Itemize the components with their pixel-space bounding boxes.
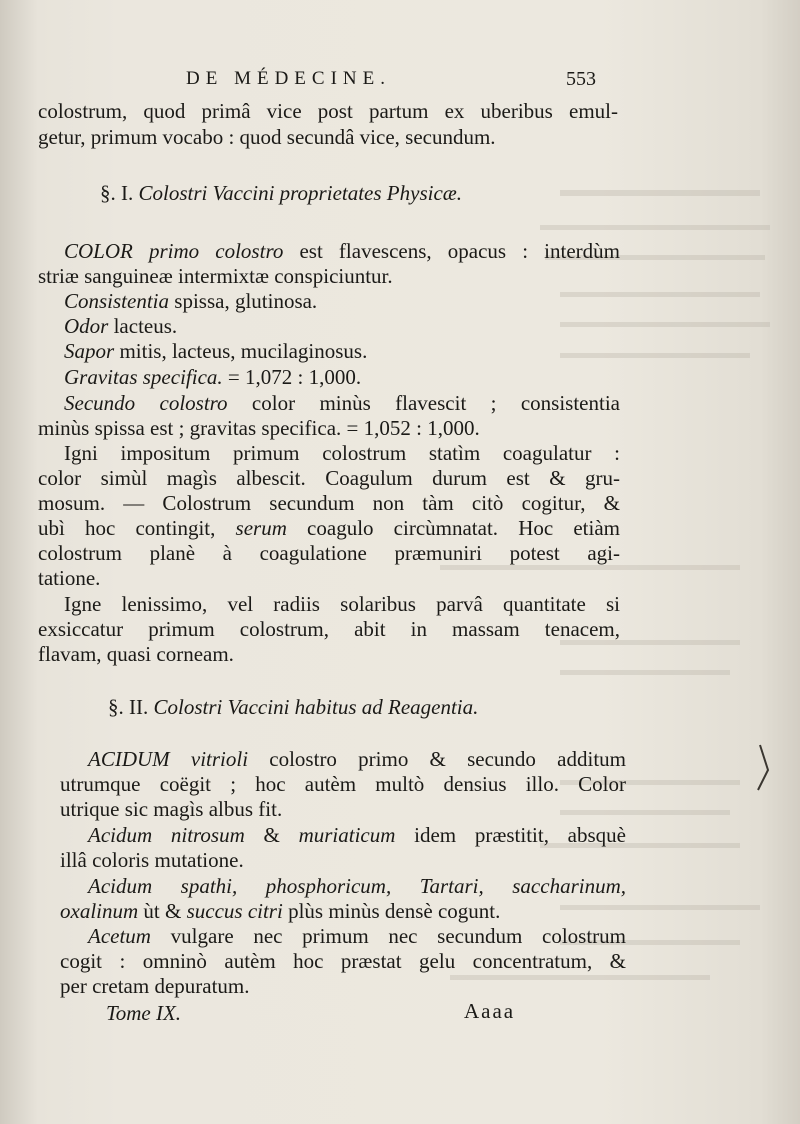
- s1-line-5-text: mitis, lacteus, mucilaginosus.: [114, 339, 368, 363]
- s1-line-16: exsiccatur primum colostrum, abit in massam tenacem,: [38, 617, 620, 641]
- s2-line-7: [60, 898, 500, 924]
- s1-line-7-text: color minùs flavescit ; consistentia: [227, 391, 620, 415]
- s2-line-7-text-a: ùt &: [138, 899, 187, 923]
- s1-line-6: [64, 364, 361, 390]
- s2-nitrosum-term: Acidum nitrosum: [88, 823, 245, 847]
- s2-line-1: [88, 746, 626, 772]
- s1-line-3: [64, 288, 317, 314]
- s2-line-9: cogit : omninò autèm hoc præstat gelu concentratum, &: [60, 949, 626, 973]
- s2-line-5: illâ coloris mutatione.: [60, 848, 244, 872]
- s2-muriaticum-term: muriaticum: [298, 823, 396, 847]
- s1-gravitas-term: Gravitas specifica.: [64, 365, 223, 389]
- s1-odor-term: Odor: [64, 314, 109, 338]
- s2-oxalinum-term: oxalinum: [60, 899, 139, 923]
- s1-line-13: colostrum planè à coagulatione præmuniri potest agi-: [38, 541, 620, 565]
- s2-line-7-text-b: plùs minùs densè cogunt.: [282, 899, 501, 923]
- s1-line-17: flavam, quasi corneam.: [38, 642, 234, 666]
- s1-line-12-text-a: ubì hoc contingit,: [38, 516, 236, 540]
- s1-line-14: tatione.: [38, 566, 101, 590]
- s2-acidum-vitrioli-term: ACIDUM vitrioli: [88, 747, 249, 771]
- s2-line-4-and: &: [244, 823, 299, 847]
- s2-line-3: utrique sic magìs albus fit.: [60, 797, 283, 821]
- s1-color-term: COLOR primo colostro: [64, 239, 284, 263]
- s2-succus-citri-term: succus citri: [186, 899, 283, 923]
- s2-line-10: per cretam depuratum.: [60, 974, 250, 998]
- running-title: DE MÉDECINE.: [186, 68, 391, 89]
- section-1-heading: [100, 180, 462, 206]
- s1-serum-term: serum: [235, 516, 287, 540]
- intro-line-1: colostrum, quod primâ vice post partum ex uberibus emul-: [38, 99, 618, 123]
- s1-line-12-text-b: coagulo circùmnatat. Hoc etiàm: [286, 516, 620, 540]
- s2-line-1-text: colostro primo & secundo additum: [248, 747, 626, 771]
- s1-secundo-term: Secundo colostro: [64, 391, 228, 415]
- s1-line-10: color simùl magìs albescit. Coagulum durum est & gru-: [38, 466, 620, 490]
- section-2-number: §. II.: [108, 695, 149, 719]
- s1-line-5: [64, 338, 367, 364]
- s1-consistentia-term: Consistentia: [64, 289, 170, 313]
- s2-line-8-text: vulgare nec primum nec secundum colostrum: [150, 924, 626, 948]
- s2-line-4-text: idem præstitit, absquè: [395, 823, 626, 847]
- s1-line-4-text: lacteus.: [108, 314, 178, 338]
- s1-line-1: [64, 238, 620, 264]
- volume-label: Tome IX.: [106, 1001, 182, 1025]
- s2-line-4: [88, 822, 626, 848]
- s1-line-9: Igni impositum primum colostrum statìm coagulatur :: [64, 441, 620, 465]
- s2-line-6: Acidum spathi, phosphoricum, Tartari, saccharinum,: [88, 874, 626, 898]
- section-1-number: §. I.: [100, 181, 134, 205]
- section-2-title: Colostri Vaccini habitus ad Reagentia.: [153, 695, 479, 719]
- page-number: 553: [566, 68, 596, 90]
- s1-line-2: striæ sanguineæ intermixtæ conspiciuntur.: [38, 264, 393, 288]
- s1-sapor-term: Sapor: [64, 339, 115, 363]
- s1-line-7: [64, 390, 620, 416]
- s1-line-15: Igne lenissimo, vel radiis solaribus parvâ quantitate si: [64, 592, 620, 616]
- s2-line-8: [88, 923, 626, 949]
- s2-line-2: utrumque coëgit ; hoc autèm multò densius illo. Color: [60, 772, 626, 796]
- s1-line-8: minùs spissa est ; gravitas specifica. = 1,052 : 1,000.: [38, 416, 480, 440]
- s1-line-12: [38, 515, 620, 541]
- section-1-title: Colostri Vaccini proprietates Physicæ.: [138, 181, 463, 205]
- intro-line-2: getur, primum vocabo : quod secundâ vice, secundum.: [38, 125, 496, 149]
- signature-mark: Aaaa: [464, 999, 516, 1023]
- s1-line-4: [64, 313, 177, 339]
- s1-line-6-text: = 1,072 : 1,000.: [222, 365, 362, 389]
- section-2-heading: [108, 694, 478, 720]
- s1-line-11: mosum. — Colostrum secundum non tàm citò cogitur, &: [38, 491, 620, 515]
- s2-acetum-term: Acetum: [88, 924, 151, 948]
- s1-line-1-text: est flavescens, opacus : interdùm: [283, 239, 621, 263]
- s1-line-3-text: spissa, glutinosa.: [169, 289, 318, 313]
